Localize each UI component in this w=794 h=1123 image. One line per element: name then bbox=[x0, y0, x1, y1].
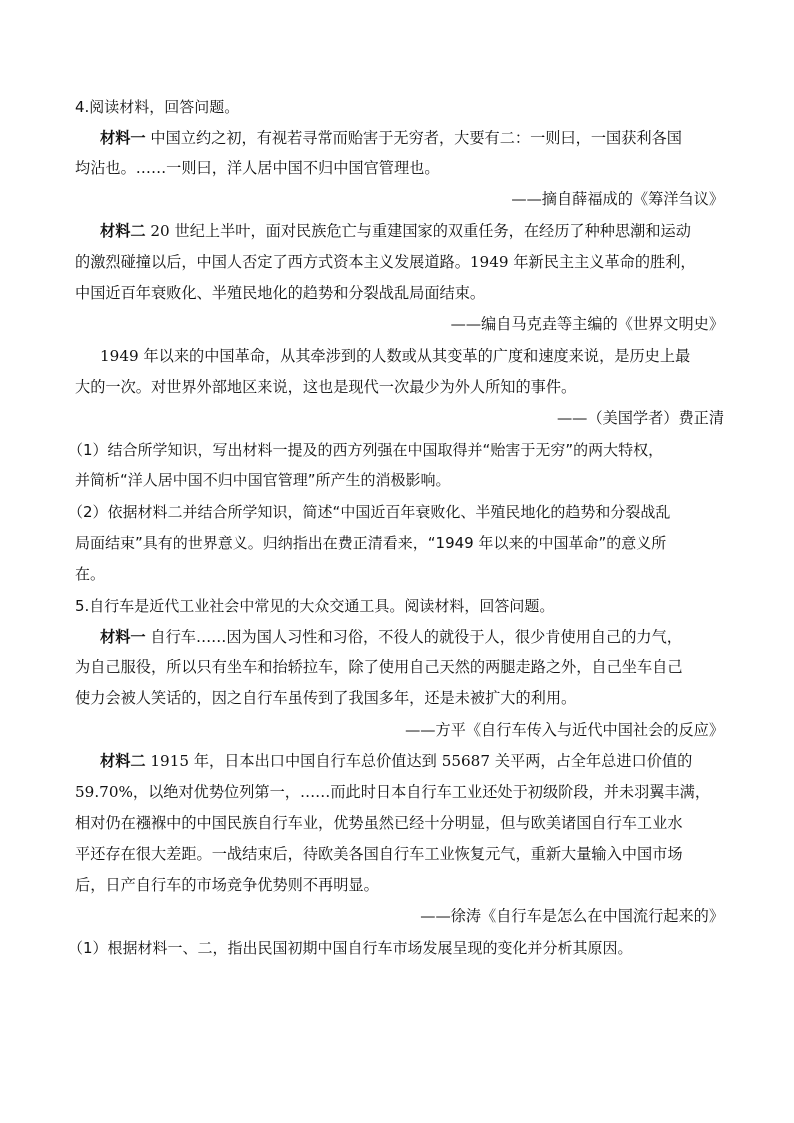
q5-material1-source: ——方平《自行车传入与近代中国社会的反应》 bbox=[405, 721, 724, 739]
q4-sub2-line3: 在。 bbox=[75, 565, 106, 583]
q4-material2-text1: 20 世纪上半叶，面对民族危亡与重建国家的双重任务，在经历了种种思潮和运动 bbox=[145, 222, 691, 240]
q4-sub1-line1: （1）结合所学知识，写出材料一提及的西方列强在中国取得并“贻害于无穷”的两大特权， bbox=[68, 441, 664, 459]
q4-material1-source: ——摘自薛福成的《筹洋刍议》 bbox=[511, 190, 724, 208]
q5-material1-line3: 使力会被人笑话的，因之自行车虽传到了我国多年，还是未被扩大的利用。 bbox=[75, 689, 577, 707]
q5-material2-line1 bbox=[0, 751, 794, 771]
q4-material2-source: ——编自马克垚等主编的《世界文明史》 bbox=[450, 315, 724, 333]
q5-material2-text1: 1915 年，日本出口中国自行车总价值达到 55687 关平两，占全年总进口价值的 bbox=[145, 752, 693, 770]
q5-material1-line1 bbox=[0, 627, 794, 647]
q4-material3-source: ——（美国学者）费正清 bbox=[556, 409, 724, 427]
q4-material2-line2: 的激烈碰撞以后，中国人否定了西方式资本主义发展道路。1949 年新民主主义革命的胜利， bbox=[75, 253, 696, 271]
q4-sub2-line1: （2）依据材料二并结合所学知识，简述“中国近百年衰败化、半殖民地化的趋势和分裂战乱 bbox=[68, 503, 671, 521]
q4-material1-text1: 中国立约之初，有视若寻常而贻害于无穷者，大要有二：一则曰，一国获利各国 bbox=[145, 129, 682, 147]
q4-material1-line2: 均沾也。……一则曰，洋人居中国不归中国官管理也。 bbox=[75, 159, 440, 177]
q4-sub1-line2: 并简析“洋人居中国不归中国官管理”所产生的消极影响。 bbox=[75, 471, 451, 489]
q5-material2-line4: 平还存在很大差距。一战结束后，待欧美各国自行车工业恢复元气，重新大量输入中国市场 bbox=[75, 845, 683, 863]
q5-material2-source: ——徐涛《自行车是怎么在中国流行起来的》 bbox=[420, 907, 724, 925]
q4-material1-line1 bbox=[0, 128, 794, 148]
q4-material1-label: 材料一 bbox=[100, 129, 146, 147]
q4-material3-line1: 1949 年以来的中国革命，从其牵涉到的人数或从其变革的广度和速度来说，是历史上最 bbox=[100, 347, 691, 365]
q5-material2-label: 材料二 bbox=[100, 752, 146, 770]
q5-material1-text1: 自行车……因为国人习性和习俗，不役人的就役于人，很少肯使用自己的力气， bbox=[145, 628, 682, 646]
q5-sub1-line1: （1）根据材料一、二，指出民国初期中国自行车市场发展呈现的变化并分析其原因。 bbox=[68, 939, 633, 957]
q4-material2-line1 bbox=[0, 221, 794, 241]
q5-heading: 5.自行车是近代工业社会中常见的大众交通工具。阅读材料，回答问题。 bbox=[75, 597, 555, 615]
q4-heading: 4.阅读材料，回答问题。 bbox=[75, 98, 240, 116]
q5-material1-line2: 为自己服役，所以只有坐车和抬轿拉车，除了使用自己天然的两腿走路之外，自己坐车自己 bbox=[75, 658, 683, 676]
q4-material2-label: 材料二 bbox=[100, 222, 146, 240]
q4-material2-line3: 中国近百年衰败化、半殖民地化的趋势和分裂战乱局面结束。 bbox=[75, 284, 486, 302]
q5-material1-label: 材料一 bbox=[100, 628, 146, 646]
q5-material2-line2: 59.70%，以绝对优势位列第一，……而此时日本自行车工业还处于初级阶段，并未羽翼丰满， bbox=[75, 783, 711, 801]
q4-sub2-line2: 局面结束”具有的世界意义。归纳指出在费正清看来，“1949 年以来的中国革命”的意义所 bbox=[75, 534, 667, 552]
q4-material3-line2: 大的一次。对世界外部地区来说，这也是现代一次最少为外人所知的事件。 bbox=[75, 378, 577, 396]
q5-material2-line5: 后，日产自行车的市场竞争优势则不再明显。 bbox=[75, 876, 379, 894]
q5-material2-line3: 相对仍在襁褓中的中国民族自行车业，优势虽然已经十分明显，但与欧美诸国自行车工业水 bbox=[75, 814, 683, 832]
